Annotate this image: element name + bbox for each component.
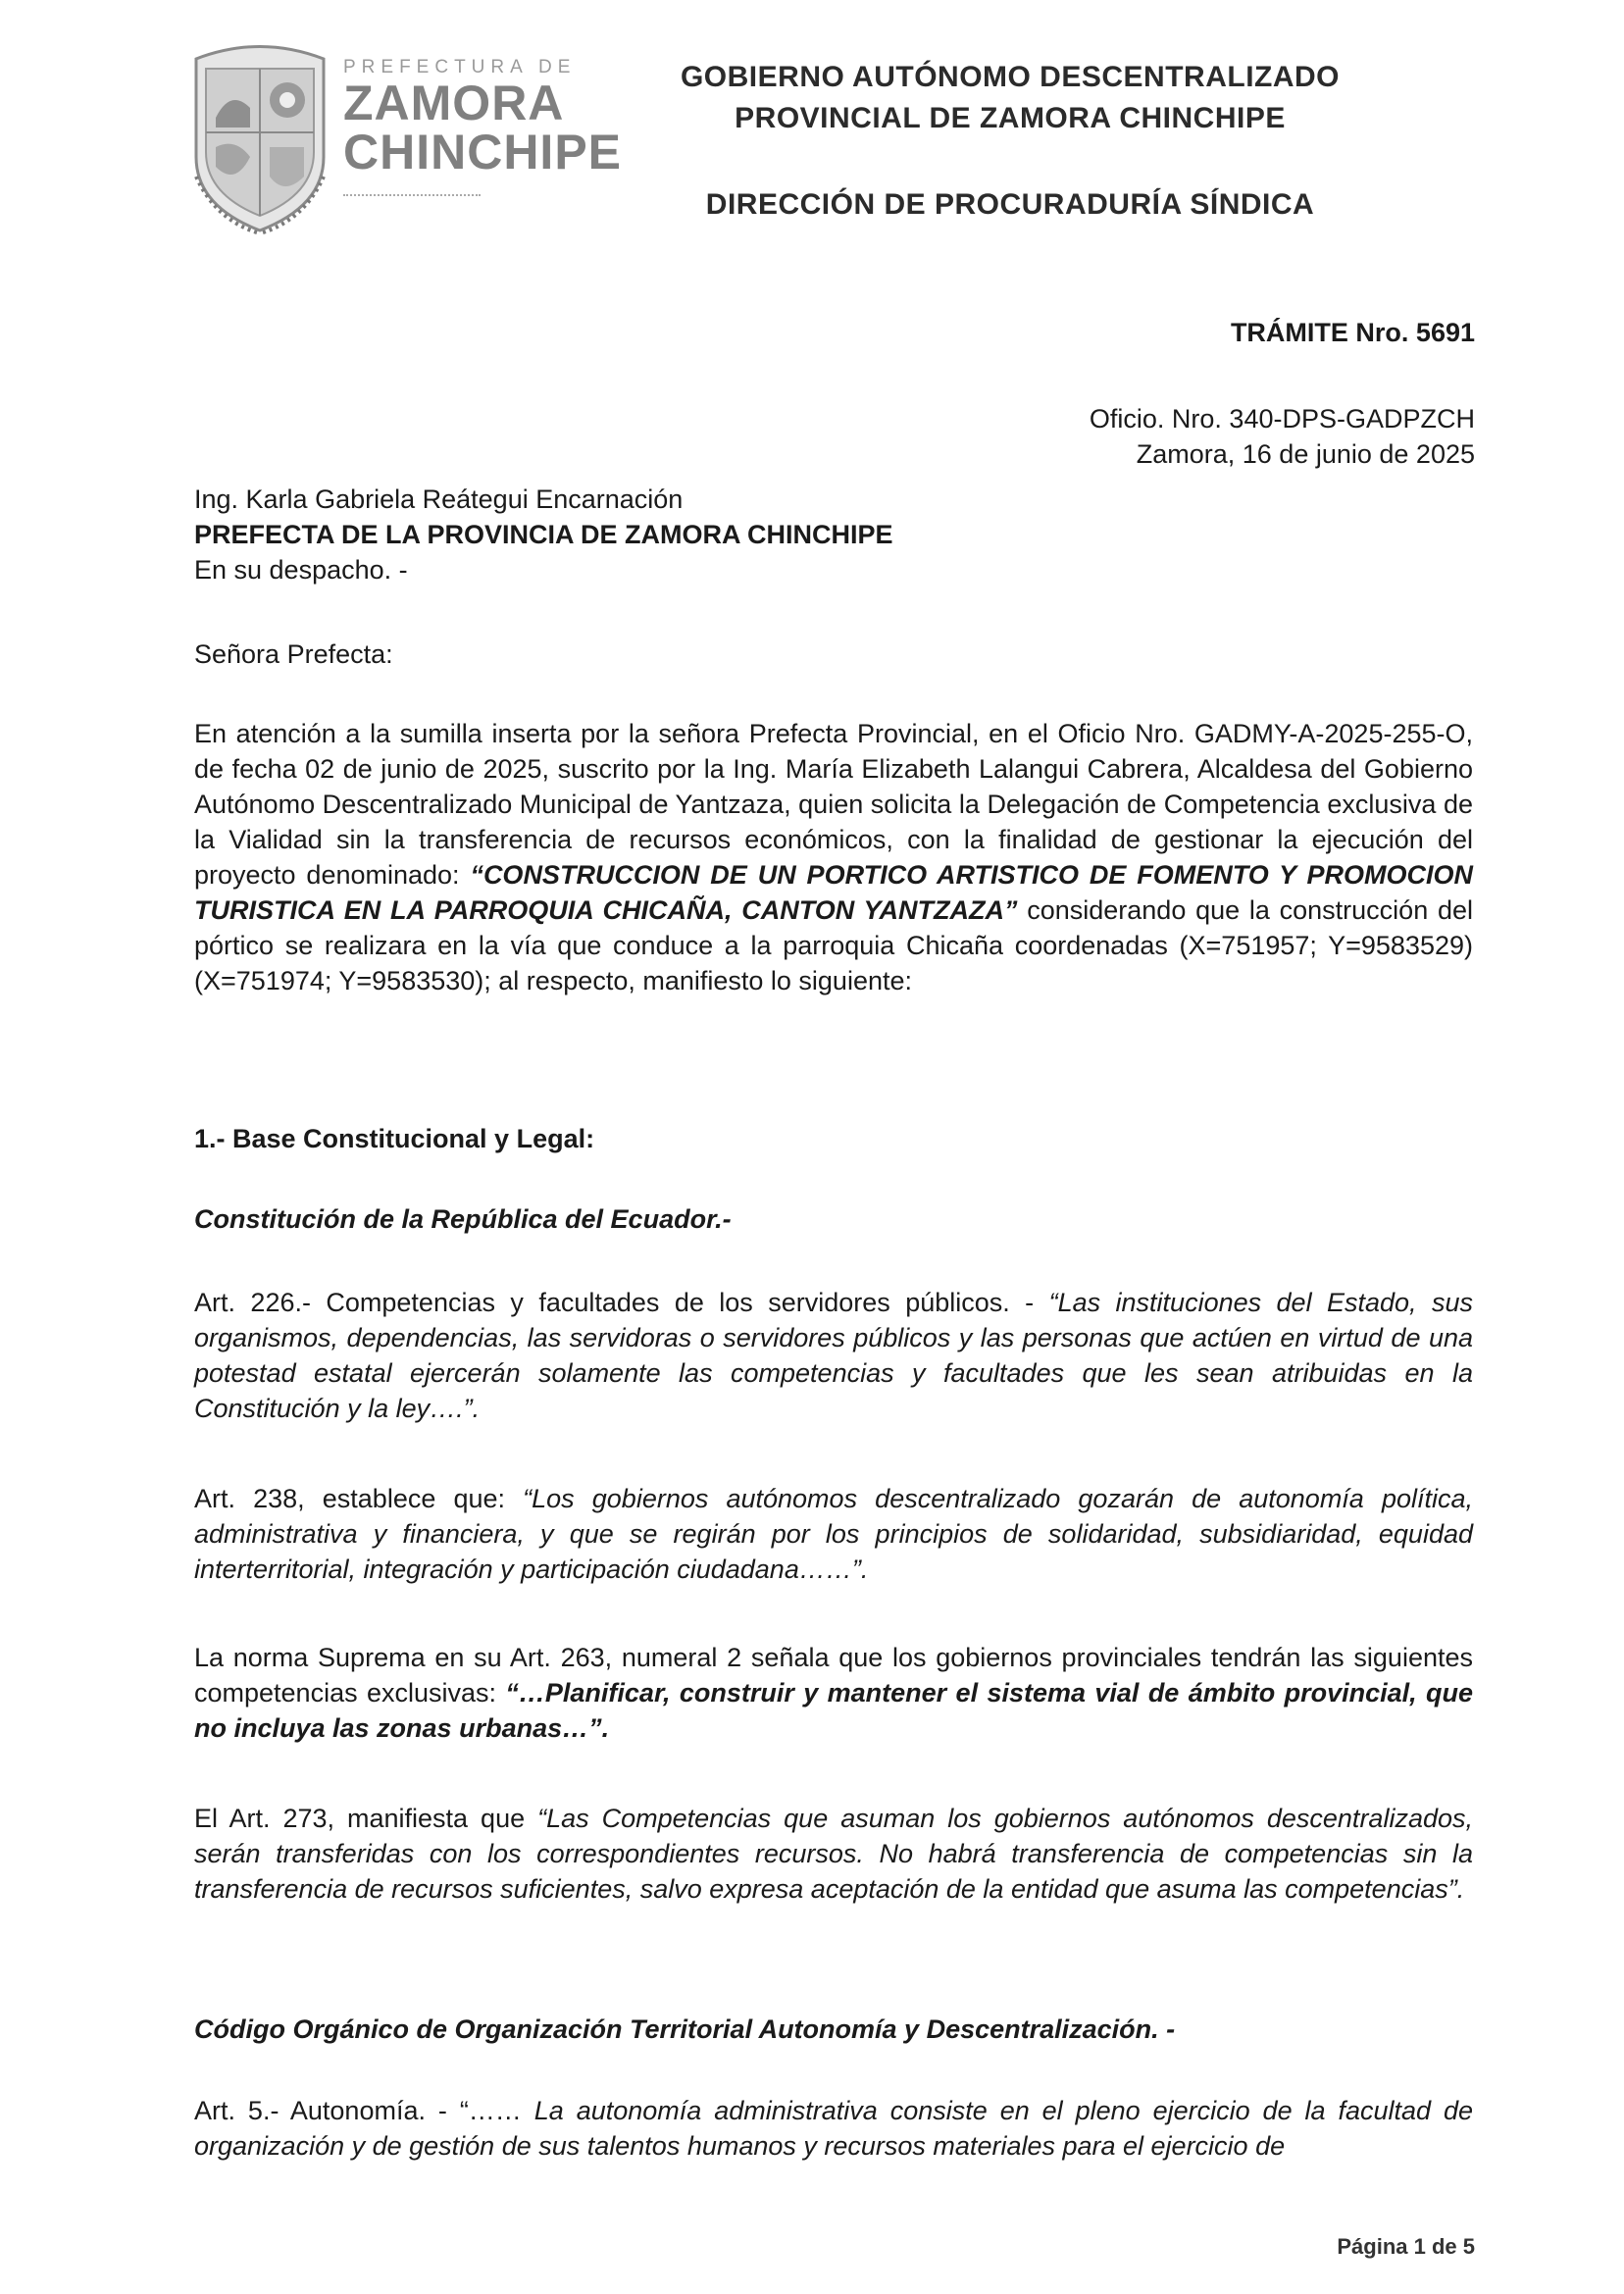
intro-text-2: considerando que la construcción del pórtico se realizara en la vía que conduce a la parroquia Chicaña coordenadas (X=751957; Y=9583529) (X=751974; Y=9583530); al respecto, manifiesto lo siguiente:: [194, 895, 1473, 995]
art-273-quote: “Las Competencias que asuman los gobiernos autónomos descentralizados, serán transferidas con los correspondientes recursos. No habrá transferencia de competencias sin la transferencia de recursos suficientes, salvo expresa aceptación de la entidad que asuma las competencias”.: [194, 1804, 1473, 1904]
recipient-title: PREFECTA DE LA PROVINCIA DE ZAMORA CHINCHIPE: [194, 520, 893, 549]
oficio-number: Oficio. Nro. 340-DPS-GADPZCH: [1089, 404, 1475, 433]
prefectura-logo: [186, 39, 623, 235]
art-273-lead: El Art. 273, manifiesta que: [194, 1804, 538, 1833]
tramite-number: TRÁMITE Nro. 5691: [1230, 318, 1475, 347]
institution-line1: GOBIERNO AUTÓNOMO DESCENTRALIZADO: [680, 61, 1341, 93]
direction-title: DIRECCIÓN DE PROCURADURÍA SÍNDICA: [705, 188, 1315, 221]
art-273-paragraph: [194, 1801, 1473, 1907]
art-226-quote: “Las instituciones del Estado, sus organismos, dependencias, las servidoras o servidores públicos y las personas que actúen en virtud de una potestad estatal ejercerán solamente las competencias y facultades que les sean atribuidas en la Constitución y la ley….”.: [194, 1288, 1473, 1423]
art-263-paragraph: [194, 1640, 1473, 1746]
art-226-lead: Art. 226.- Competencias y facultades de los servidores públicos. -: [194, 1288, 1049, 1317]
logo-line2: CHINCHIPE: [343, 125, 623, 179]
oficio-date: Zamora, 16 de junio de 2025: [1136, 439, 1475, 469]
section-heading-1: 1.- Base Constitucional y Legal:: [194, 1124, 595, 1153]
art-263-quote: “…Planificar, construir y mantener el sistema vial de ámbito provincial, que no incluya las zonas urbanas…”.: [194, 1678, 1474, 1743]
page-number: Página 1 de 5: [1337, 2234, 1475, 2259]
constitution-heading: Constitución de la República del Ecuador.-: [194, 1204, 732, 1234]
art-5-paragraph: [194, 2093, 1473, 2164]
art-263-lead: La norma Suprema en su Art. 263, numeral 2 señala que los gobiernos provinciales tendrán las siguientes competencias exclusivas:: [194, 1643, 1473, 1708]
cootad-heading: Código Orgánico de Organización Territorial Autonomía y Descentralización. -: [194, 2014, 1176, 2044]
coat-of-arms-icon: [186, 39, 333, 235]
salutation: Señora Prefecta:: [194, 639, 393, 669]
recipient-place: En su despacho. -: [194, 555, 408, 585]
art-5-lead: Art. 5.- Autonomía. - “……: [194, 2096, 534, 2125]
art-5-quote: La autonomía administrativa consiste en el pleno ejercicio de la facultad de organización y de gestión de sus talentos humanos y recursos materiales para el ejercicio de: [194, 2096, 1473, 2161]
logo-line1: ZAMORA: [343, 76, 565, 130]
project-name: “CONSTRUCCION DE UN PORTICO ARTISTICO DE FOMENTO Y PROMOCION TURISTICA EN LA PARROQUIA CHICAÑA, CANTON YANTZAZA”: [194, 860, 1473, 925]
art-238-paragraph: [194, 1481, 1473, 1587]
institution-line2: PROVINCIAL DE ZAMORA CHINCHIPE: [735, 102, 1286, 134]
logo-top-text: PREFECTURA DE: [343, 57, 577, 77]
recipient-name: Ing. Karla Gabriela Reátegui Encarnación: [194, 484, 684, 514]
art-226-paragraph: [194, 1285, 1473, 1426]
logo-divider: [343, 194, 481, 196]
art-238-quote: “Los gobiernos autónomos descentralizado gozarán de autonomía política, administrativa y financiera, y que se regirán por los principios de solidaridad, subsidiaridad, equidad interterritorial, integración y participación ciudadana……”.: [194, 1484, 1473, 1584]
logo-wordmark: [343, 57, 622, 177]
intro-text-1: En atención a la sumilla inserta por la señora Prefecta Provincial, en el Oficio Nro. GADMY-A-2025-255-O, de fecha 02 de junio de 2025, suscrito por la Ing. María Elizabeth Lalangui Cabrera, Alcaldesa del Gobierno Autónomo Descentralizado Municipal de Yantzaza, quien solicita la Delegación de Competencia exclusiva de la Vialidad sin la transferencia de recursos económicos, con la finalidad de gestionar la ejecución del proyecto denominado:: [194, 719, 1473, 890]
intro-paragraph: [194, 716, 1473, 998]
art-238-lead: Art. 238, establece que:: [194, 1484, 524, 1513]
